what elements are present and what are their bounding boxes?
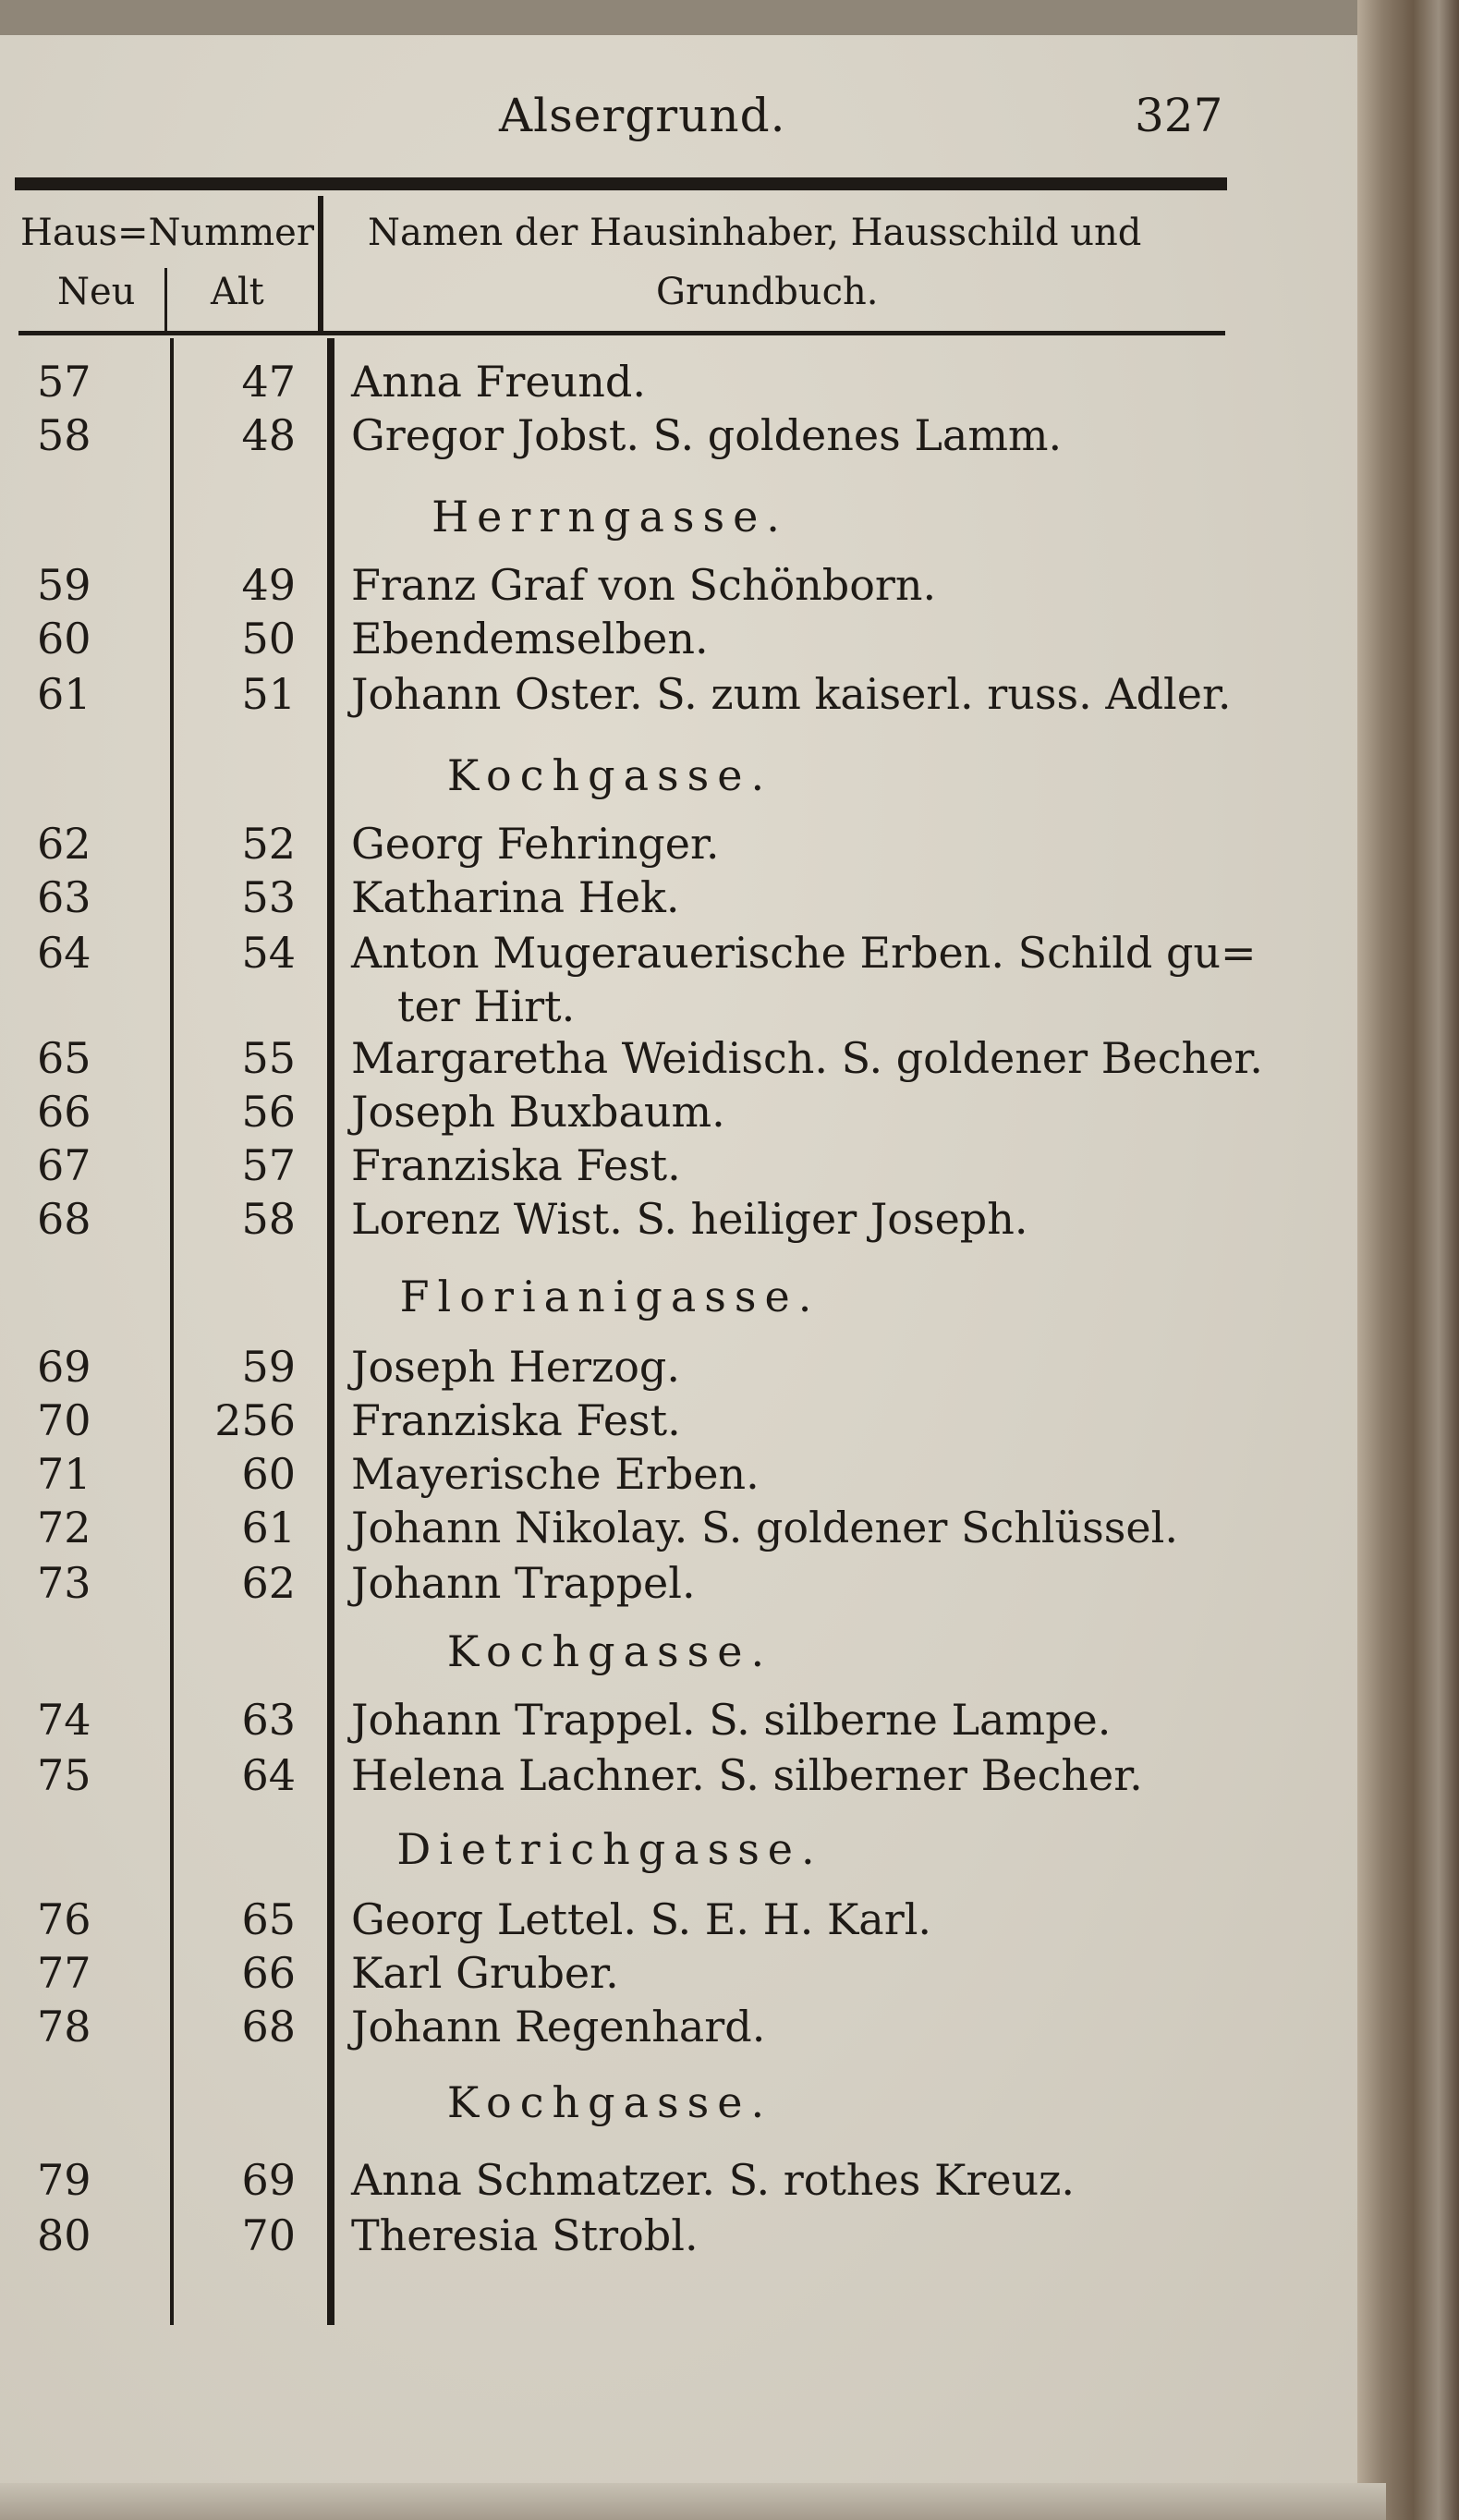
names-header-line1: Namen der Hausinhaber, Hausschild und — [368, 212, 1142, 254]
new-number-cell: 67 — [37, 1140, 91, 1190]
street-heading: Kochgasse. — [446, 750, 773, 800]
old-number-cell: 64 — [241, 1750, 296, 1800]
old-number-cell: 62 — [241, 1558, 296, 1608]
new-number-cell: 79 — [37, 2155, 91, 2205]
old-number-cell: 55 — [241, 1033, 296, 1083]
owner-name-cell: Georg Lettel. S. E. H. Karl. — [351, 1894, 932, 1944]
old-number-cell: 53 — [241, 872, 296, 922]
old-number-cell: 48 — [241, 410, 296, 460]
old-number-cell: 63 — [241, 1695, 296, 1745]
new-number-cell: 64 — [37, 928, 91, 978]
old-number-cell: 49 — [241, 560, 296, 610]
new-number-cell: 78 — [37, 2002, 91, 2051]
owner-name-cell: Karl Gruber. — [351, 1948, 619, 1998]
old-number-cell: 56 — [241, 1087, 296, 1137]
new-number-cell: 72 — [37, 1503, 91, 1552]
top-rule — [15, 177, 1227, 190]
names-header-line2: Grundbuch. — [656, 271, 879, 313]
owner-name-cell: Johann Nikolay. S. goldener Schlüssel. — [351, 1503, 1178, 1552]
new-number-cell: 73 — [37, 1558, 91, 1608]
new-number-header: Neu — [57, 271, 136, 313]
new-number-cell: 69 — [37, 1342, 91, 1392]
old-number-cell: 70 — [241, 2210, 296, 2260]
owner-name-cell: Franziska Fest. — [351, 1395, 681, 1445]
running-head: Alsergrund. — [499, 89, 786, 142]
owner-name-cell: Franziska Fest. — [351, 1140, 681, 1190]
column-rule-neu-alt — [170, 338, 174, 2325]
new-number-cell: 71 — [37, 1449, 91, 1499]
old-number-cell: 65 — [241, 1894, 296, 1944]
new-number-cell: 59 — [37, 560, 91, 610]
new-number-cell: 74 — [37, 1695, 91, 1745]
old-number-cell: 60 — [241, 1449, 296, 1499]
old-number-cell: 47 — [241, 357, 296, 407]
new-number-cell: 65 — [37, 1033, 91, 1083]
owner-name-cell: Mayerische Erben. — [351, 1449, 760, 1499]
owner-name-cell: Anna Freund. — [351, 357, 646, 407]
column-rule-names — [327, 338, 334, 2325]
new-number-cell: 62 — [37, 819, 91, 869]
new-number-cell: 80 — [37, 2210, 91, 2260]
header-divider-names — [318, 196, 323, 331]
header-divider-neu-alt — [164, 268, 167, 331]
owner-name-cell: Katharina Hek. — [351, 872, 680, 922]
owner-name-cell: Franz Graf von Schönborn. — [351, 560, 937, 610]
old-number-cell: 66 — [241, 1948, 296, 1998]
owner-name-cell: Margaretha Weidisch. S. goldener Becher. — [351, 1033, 1263, 1083]
name-continuation: ter Hirt. — [397, 981, 576, 1031]
street-heading: Herrngasse. — [432, 492, 788, 542]
owner-name-cell: Helena Lachner. S. silberner Becher. — [351, 1750, 1143, 1800]
new-number-cell: 75 — [37, 1750, 91, 1800]
new-number-cell: 68 — [37, 1194, 91, 1244]
book-bottom-edge — [0, 2483, 1386, 2520]
book-top-edge — [0, 0, 1459, 35]
old-number-cell: 59 — [241, 1342, 296, 1392]
street-heading: Kochgasse. — [446, 2077, 773, 2127]
street-heading: Dietrichgasse. — [396, 1824, 823, 1874]
new-number-cell: 66 — [37, 1087, 91, 1137]
old-number-header: Alt — [211, 271, 264, 313]
old-number-cell: 68 — [241, 2002, 296, 2051]
header-rule — [18, 331, 1225, 335]
old-number-cell: 54 — [241, 928, 296, 978]
old-number-cell: 52 — [241, 819, 296, 869]
new-number-cell: 63 — [37, 872, 91, 922]
owner-name-cell: Joseph Herzog. — [351, 1342, 680, 1392]
new-number-cell: 58 — [37, 410, 91, 460]
owner-name-cell: Johann Trappel. — [351, 1558, 696, 1608]
new-number-cell: 61 — [37, 669, 91, 719]
old-number-cell: 57 — [241, 1140, 296, 1190]
owner-name-cell: Johann Oster. S. zum kaiserl. russ. Adler. — [351, 669, 1232, 719]
owner-name-cell: Johann Trappel. S. silberne Lampe. — [351, 1695, 1112, 1745]
street-heading: Kochgasse. — [446, 1626, 773, 1676]
owner-name-cell: Georg Fehringer. — [351, 819, 720, 869]
old-number-cell: 51 — [241, 669, 296, 719]
new-number-cell: 70 — [37, 1395, 91, 1445]
owner-name-cell: Lorenz Wist. S. heiliger Joseph. — [351, 1194, 1028, 1244]
page-number: 327 — [1135, 89, 1223, 142]
new-number-cell: 77 — [37, 1948, 91, 1998]
new-number-cell: 57 — [37, 357, 91, 407]
street-heading: Florianigasse. — [399, 1272, 821, 1321]
house-number-header: Haus=Nummer — [20, 212, 314, 254]
old-number-cell: 61 — [241, 1503, 296, 1552]
owner-name-cell: Johann Regenhard. — [351, 2002, 766, 2051]
owner-name-cell: Anna Schmatzer. S. rothes Kreuz. — [351, 2155, 1076, 2205]
old-number-cell: 50 — [241, 614, 296, 663]
new-number-cell: 60 — [37, 614, 91, 663]
old-number-cell: 256 — [214, 1395, 296, 1445]
old-number-cell: 69 — [241, 2155, 296, 2205]
old-number-cell: 58 — [241, 1194, 296, 1244]
new-number-cell: 76 — [37, 1894, 91, 1944]
book-spine-edge — [1357, 0, 1459, 2520]
owner-name-cell: Anton Mugerauerische Erben. Schild gu= — [351, 928, 1257, 978]
owner-name-cell: Theresia Strobl. — [351, 2210, 699, 2260]
owner-name-cell: Joseph Buxbaum. — [351, 1087, 725, 1137]
owner-name-cell: Gregor Jobst. S. goldenes Lamm. — [351, 410, 1063, 460]
owner-name-cell: Ebendemselben. — [351, 614, 709, 663]
